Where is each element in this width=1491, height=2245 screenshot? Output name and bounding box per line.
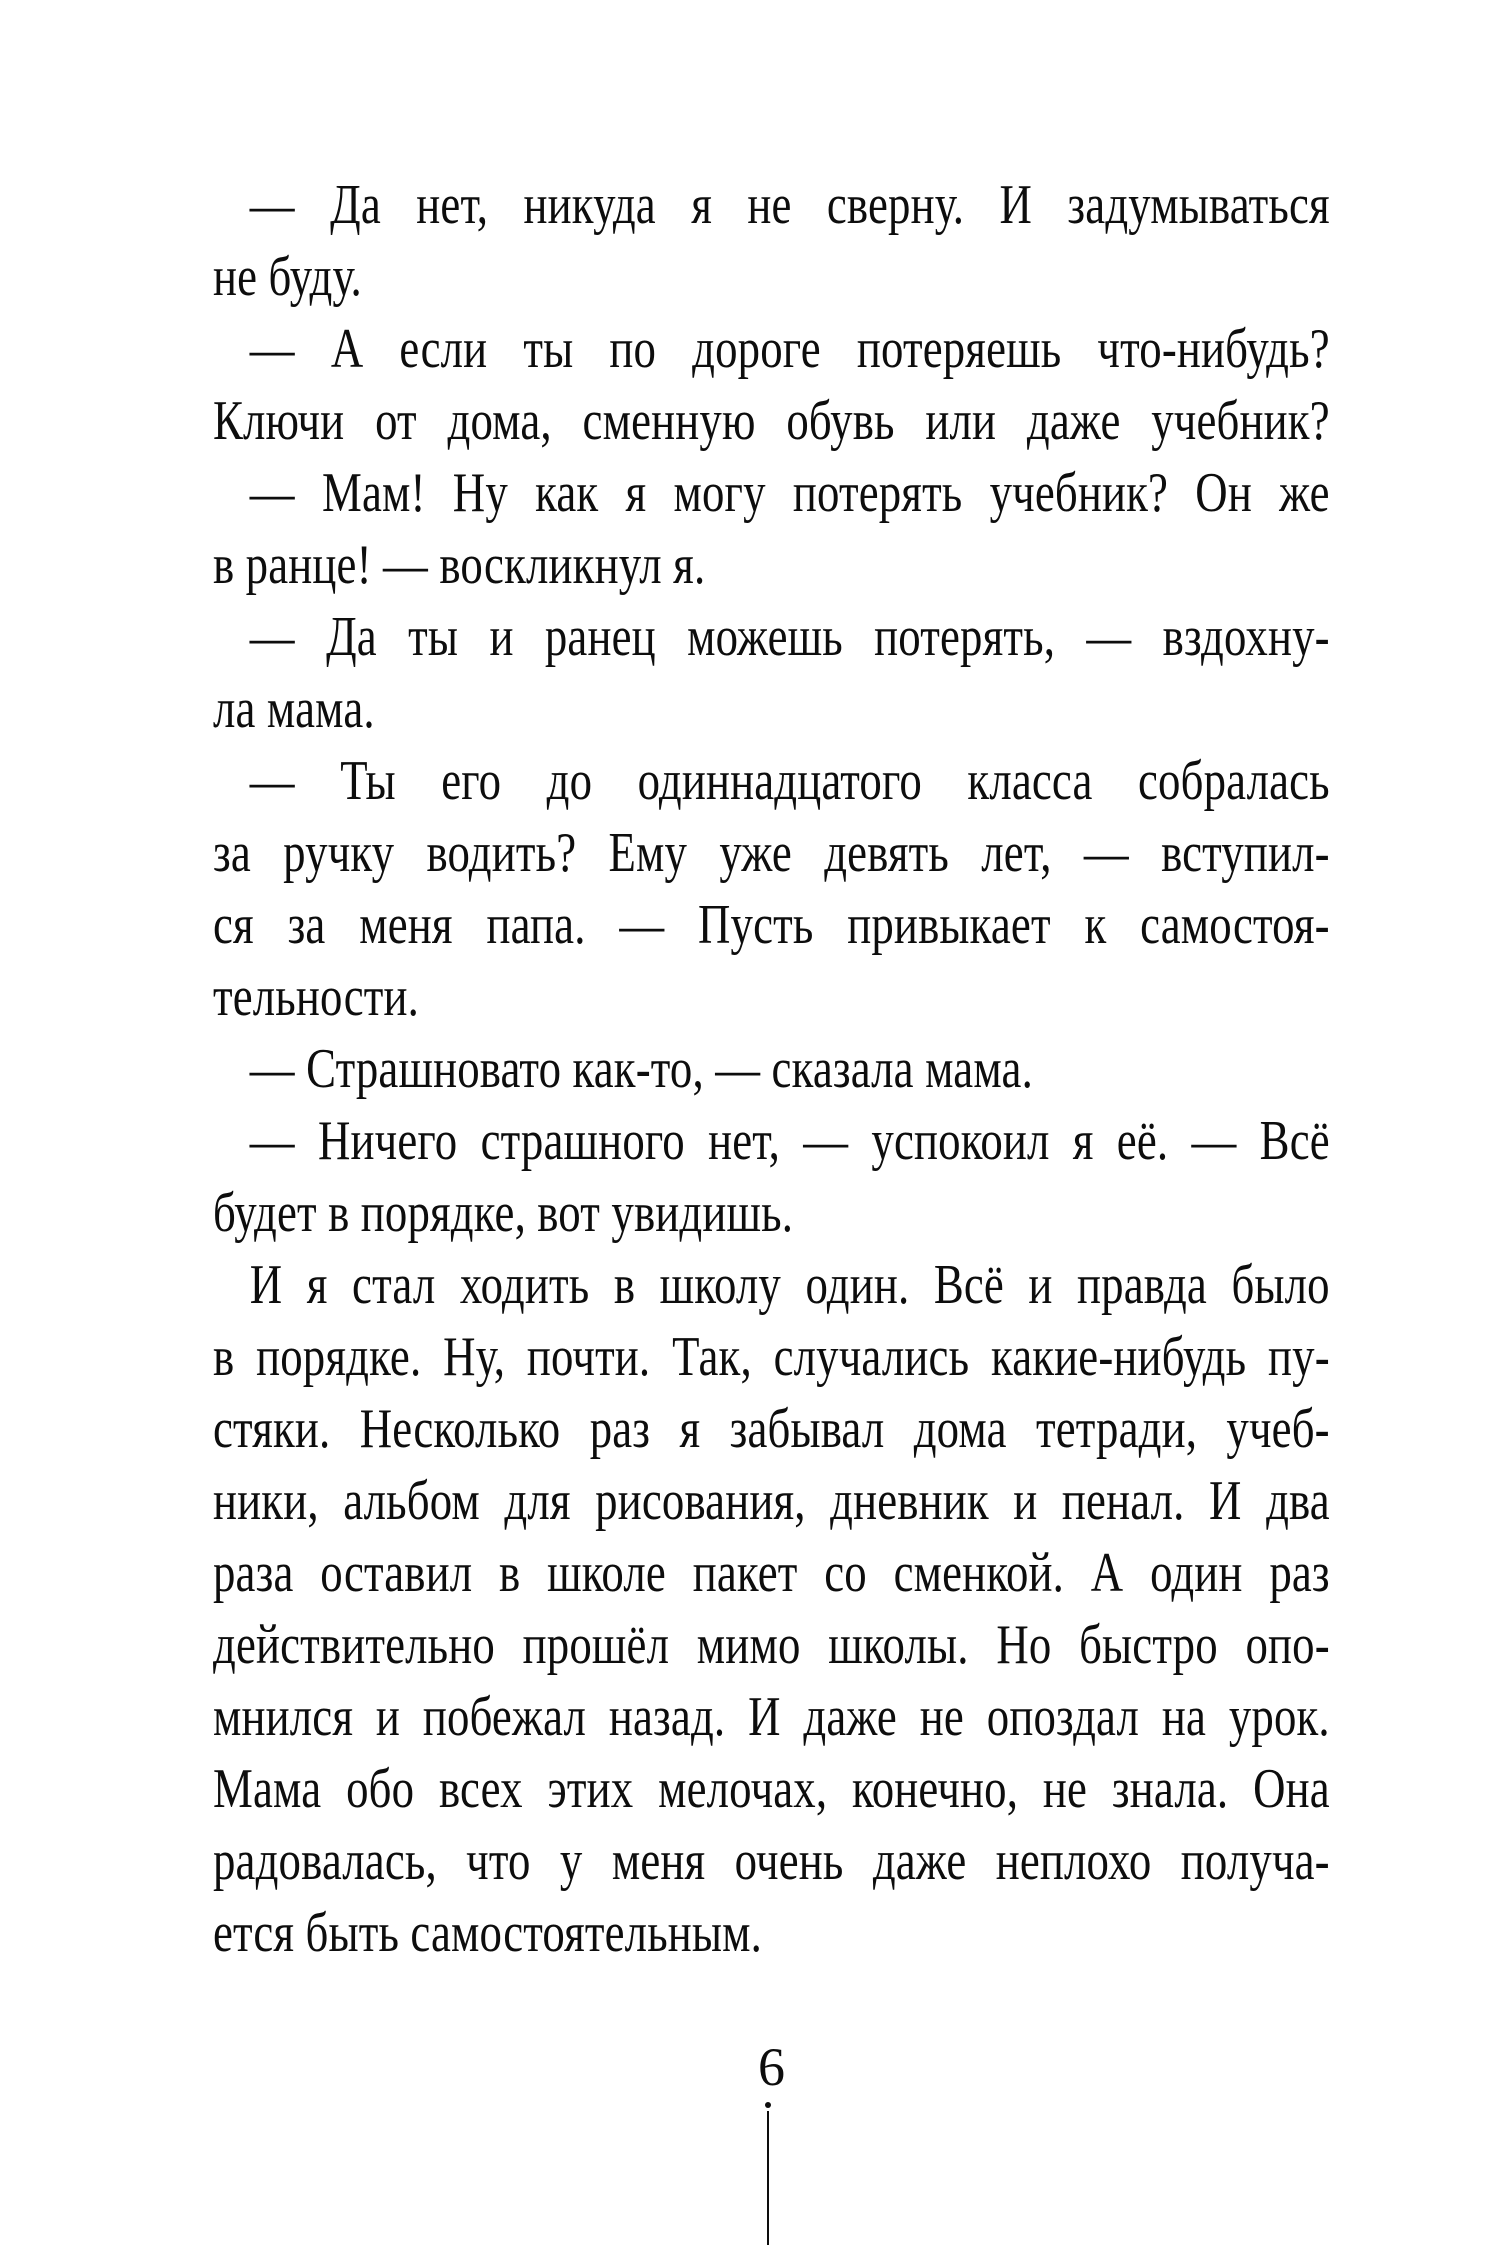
text-line <box>213 1753 1330 1825</box>
word: и <box>489 606 514 668</box>
word: же <box>1279 462 1330 524</box>
word: всех <box>438 1758 523 1820</box>
word: потерять, <box>874 606 1056 668</box>
word: альбом <box>343 1470 480 1532</box>
word: Ему <box>608 822 688 884</box>
word: И <box>1209 1470 1242 1532</box>
word: дома, <box>447 390 552 452</box>
text-line: тельности. <box>213 966 419 1028</box>
word: дневник <box>830 1470 989 1532</box>
word: и <box>1013 1470 1038 1532</box>
word: меня <box>359 894 453 956</box>
word: опо- <box>1245 1614 1330 1676</box>
word: ты <box>408 606 459 668</box>
word: никуда <box>523 174 656 236</box>
word: Пусть <box>698 894 814 956</box>
word: школе <box>547 1542 666 1604</box>
word: мелочах, <box>658 1758 828 1820</box>
word: страшного <box>480 1110 685 1172</box>
word: — <box>1083 822 1129 884</box>
word: пенал. <box>1061 1470 1185 1532</box>
word: потерять <box>792 462 963 524</box>
word: не <box>919 1686 964 1748</box>
page-number: 6 <box>758 2037 785 2097</box>
word: ты <box>523 318 574 380</box>
text-line: — Страшновато как-то, — сказала мама. <box>249 1038 1033 1100</box>
word: раз <box>1269 1542 1330 1604</box>
word: Да <box>330 174 381 236</box>
word: учебник? <box>989 462 1169 524</box>
word: Ну, <box>443 1326 506 1388</box>
word: Он <box>1195 462 1252 524</box>
word: успокоил <box>871 1110 1050 1172</box>
word: я <box>691 174 712 236</box>
word: что-нибудь? <box>1097 318 1330 380</box>
word: раз <box>589 1398 651 1460</box>
word: — <box>803 1110 849 1172</box>
word: Мама <box>213 1758 322 1820</box>
footer-dot <box>765 2102 771 2108</box>
word: назад. <box>608 1686 726 1748</box>
word: мнился <box>213 1686 354 1748</box>
text-line <box>213 1393 1330 1465</box>
word: ранец <box>544 606 656 668</box>
word: нет, <box>416 174 489 236</box>
text-line <box>213 385 1330 457</box>
word: Так, <box>672 1326 752 1388</box>
word: ходить <box>459 1254 590 1316</box>
word: дороге <box>692 318 821 380</box>
word: я <box>306 1254 328 1316</box>
word: к <box>1084 894 1107 956</box>
word: даже <box>872 1830 967 1892</box>
text-line: будет в порядке, вот увидишь. <box>213 1182 794 1244</box>
word: я <box>1072 1110 1094 1172</box>
word: пакет <box>692 1542 798 1604</box>
text-line <box>213 889 1330 961</box>
word: его <box>441 750 502 812</box>
text-line <box>213 1465 1330 1537</box>
word: дома <box>913 1398 1007 1460</box>
word: ручку <box>283 822 395 884</box>
word: получа- <box>1180 1830 1330 1892</box>
word: со <box>824 1542 867 1604</box>
word: что <box>466 1830 531 1892</box>
word: по <box>609 318 657 380</box>
word: в <box>613 1254 636 1316</box>
word: Ну <box>452 462 508 524</box>
word: её. <box>1116 1110 1169 1172</box>
footer-vertical-rule <box>767 2111 769 2245</box>
text-line <box>213 169 1330 241</box>
word: в <box>499 1542 521 1604</box>
text-line <box>213 457 1330 529</box>
word: Она <box>1253 1758 1330 1820</box>
word: И <box>999 174 1033 236</box>
word: — <box>249 318 295 380</box>
word: два <box>1266 1470 1330 1532</box>
word: случались <box>773 1326 970 1388</box>
word: Ключи <box>213 390 345 452</box>
word: учебник? <box>1151 390 1330 452</box>
word: школу <box>659 1254 781 1316</box>
word: неплохо <box>995 1830 1152 1892</box>
word: пу- <box>1268 1326 1330 1388</box>
word: от <box>375 390 417 452</box>
text-line <box>213 1681 1330 1753</box>
word: этих <box>547 1758 634 1820</box>
word: или <box>925 390 997 452</box>
word: водить? <box>426 822 577 884</box>
word: даже <box>803 1686 897 1748</box>
word: не <box>1042 1758 1088 1820</box>
word: задумываться <box>1067 174 1330 236</box>
word: правда <box>1077 1254 1207 1316</box>
word: можешь <box>687 606 843 668</box>
word: урок. <box>1228 1686 1330 1748</box>
text-line: ла мама. <box>213 678 375 740</box>
word: тетради, <box>1035 1398 1198 1460</box>
text-line <box>213 745 1330 817</box>
word: очень <box>734 1830 844 1892</box>
word: — <box>1086 606 1132 668</box>
word: Ты <box>340 750 396 812</box>
word: обо <box>346 1758 415 1820</box>
word: действительно <box>213 1614 495 1676</box>
word: папа. <box>486 894 586 956</box>
word: Мам! <box>321 462 426 524</box>
word: — <box>249 750 295 812</box>
text-line <box>213 313 1330 385</box>
word: сверну. <box>826 174 965 236</box>
word: — <box>1191 1110 1237 1172</box>
word: за <box>287 894 326 956</box>
word: вступил- <box>1161 822 1330 884</box>
word: И <box>249 1254 283 1316</box>
word: самостоя- <box>1140 894 1330 956</box>
word: уже <box>719 822 792 884</box>
word: забывал <box>729 1398 885 1460</box>
word: порядке. <box>256 1326 422 1388</box>
word: почти. <box>526 1326 651 1388</box>
word: прошёл <box>522 1614 670 1676</box>
word: я <box>625 462 647 524</box>
word: было <box>1231 1254 1330 1316</box>
word: если <box>399 318 488 380</box>
word: — <box>249 1110 295 1172</box>
word: привыкает <box>847 894 1051 956</box>
word: ся <box>213 894 254 956</box>
word: лет, <box>981 822 1052 884</box>
word: нет, <box>708 1110 780 1172</box>
word: как <box>535 462 599 524</box>
word: и <box>1028 1254 1053 1316</box>
word: радовалась, <box>213 1830 437 1892</box>
word: могу <box>673 462 766 524</box>
word: — <box>249 462 295 524</box>
word: у <box>559 1830 583 1892</box>
word: один <box>1150 1542 1243 1604</box>
text-line <box>213 1321 1330 1393</box>
word: Всё <box>933 1254 1004 1316</box>
word: за <box>213 822 251 884</box>
text-line <box>213 1537 1330 1609</box>
word: ники, <box>213 1470 319 1532</box>
word: быстро <box>1079 1614 1218 1676</box>
word: собралась <box>1138 750 1330 812</box>
text-line: ется быть самостоятельным. <box>213 1902 763 1964</box>
word: — <box>249 174 295 236</box>
word: раза <box>213 1542 294 1604</box>
word: до <box>546 750 593 812</box>
word: побежал <box>422 1686 587 1748</box>
word: Несколько <box>359 1398 561 1460</box>
word: А <box>330 318 364 380</box>
word: А <box>1090 1542 1124 1604</box>
word: не <box>747 174 792 236</box>
text-line <box>213 601 1330 673</box>
text-line <box>213 1249 1330 1321</box>
word: Ничего <box>317 1110 458 1172</box>
word: какие-нибудь <box>990 1326 1247 1388</box>
word: вздохну- <box>1162 606 1330 668</box>
word: потеряешь <box>856 318 1062 380</box>
word: меня <box>611 1830 706 1892</box>
word: девять <box>824 822 950 884</box>
word: опоздал <box>986 1686 1140 1748</box>
word: на <box>1161 1686 1207 1748</box>
word: Но <box>996 1614 1052 1676</box>
word: стал <box>352 1254 436 1316</box>
word: знала. <box>1111 1758 1229 1820</box>
word: рисования, <box>595 1470 806 1532</box>
word: оставил <box>320 1542 473 1604</box>
text-line <box>213 1825 1330 1897</box>
word: учеб- <box>1226 1398 1330 1460</box>
text-line <box>213 1105 1330 1177</box>
text-line <box>213 1609 1330 1681</box>
word: конечно, <box>852 1758 1019 1820</box>
word: сменную <box>582 390 756 452</box>
word: — <box>249 606 295 668</box>
word: в <box>213 1326 235 1388</box>
word: стяки. <box>213 1398 331 1460</box>
word: обувь <box>786 390 895 452</box>
word: класса <box>967 750 1093 812</box>
word: И <box>748 1686 781 1748</box>
word: для <box>504 1470 571 1532</box>
word: Да <box>326 606 377 668</box>
word: одиннадцатого <box>637 750 922 812</box>
word: и <box>375 1686 401 1748</box>
text-line: не буду. <box>213 246 362 308</box>
word: — <box>619 894 665 956</box>
word: даже <box>1026 390 1121 452</box>
word: один. <box>805 1254 910 1316</box>
word: я <box>679 1398 701 1460</box>
word: школы. <box>828 1614 969 1676</box>
text-line: в ранце! — воскликнул я. <box>213 534 706 596</box>
text-line <box>213 817 1330 889</box>
word: сменкой. <box>893 1542 1065 1604</box>
word: Всё <box>1259 1110 1330 1172</box>
page-text <box>213 169 1330 1969</box>
word: мимо <box>696 1614 801 1676</box>
